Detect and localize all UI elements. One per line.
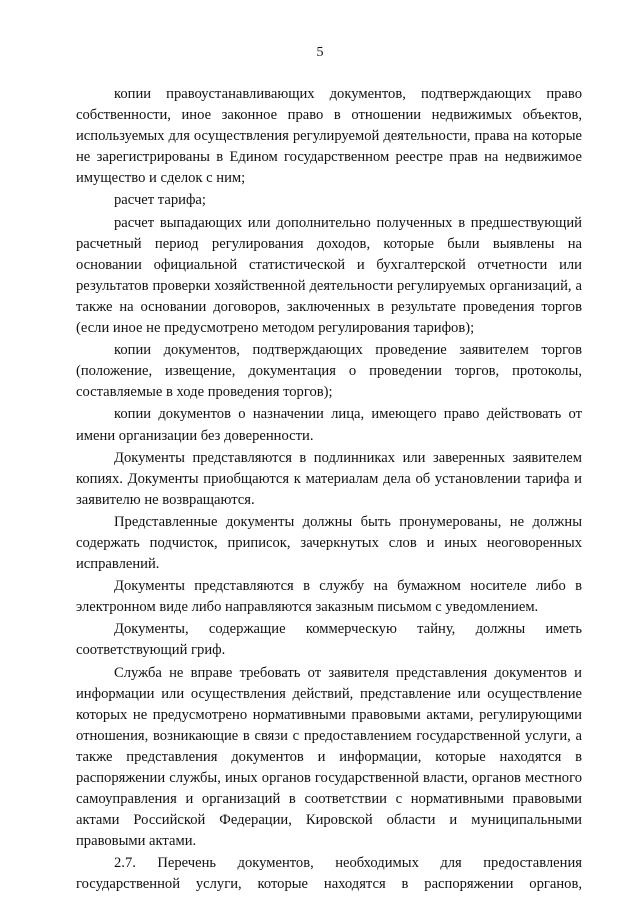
paragraph-service-restrictions: Служба не вправе требовать от заявителя представления документов и информации или осуществления действий, представление или осуществление которых не предусмотрено нормативными правовыми актами, регулирующими отношения, возникающие в связи с предоставлением государственной услуги, а также представления документов и информации, которые находятся в распоряжении службы, иных органов государственной власти, органов местного самоуправления и организаций в соответствии с нормативными правовыми актами Российской Федерации, Кировской области и муниципальными правовыми актами. — [76, 664, 582, 850]
page-number: 5 — [316, 45, 324, 60]
paragraph-appointment-documents: копии документов о назначении лица, имеющего право действовать от имени организации без доверенности. — [76, 406, 582, 444]
paragraph-section-2-7: 2.7. Перечень документов, необходимых для предоставления государственной услуги, которые находятся в распоряжении органов, — [76, 855, 582, 893]
paragraph-commercial-secret: Документы, содержащие коммерческую тайну, должны иметь соответствующий гриф. — [76, 621, 582, 659]
paragraph-lost-income-calculation: расчет выпадающих или дополнительно полученных в предшествующий расчетный период регулирования доходов, которые были выявлены на основании официальной статистической и бухгалтерской отчетности или результатов проверки хозяйственной деятельности регулируемых организаций, а также на основании договоров, заключенных в результате проведения торгов (если иное не предусмотрено методом регулирования тарифов); — [76, 214, 582, 337]
paragraph-submission-method: Документы представляются в службу на бумажном носителе либо в электронном виде либо направляются заказным письмом с уведомлением. — [76, 578, 582, 616]
page-body — [76, 84, 582, 897]
paragraph-originals-or-copies: Документы представляются в подлинниках или заверенных заявителем копиях. Документы приобщаются к материалам дела об установлении тарифа и заявителю не возвращаются. — [76, 449, 582, 508]
paragraph-tender-documents: копии документов, подтверждающих проведение заявителем торгов (положение, извещение, документация о проведении торгов, протоколы, составляемые в ходе проведения торгов); — [76, 342, 582, 401]
paragraph-tariff-calculation: расчет тарифа; — [114, 192, 206, 209]
paragraph-numbering-requirements: Представленные документы должны быть пронумерованы, не должны содержать подчисток, приписок, зачеркнутых слов и иных неоговоренных исправлений. — [76, 513, 582, 573]
paragraph-ownership-documents: копии правоустанавливающих документов, подтверждающих право собственности, иное законное право в отношении недвижимых объектов, используемых для осуществления регулируемой деятельности, права на которые не зарегистрированы в Едином государственном реестре прав на недвижимое имущество и сделок с ним; — [76, 86, 582, 187]
